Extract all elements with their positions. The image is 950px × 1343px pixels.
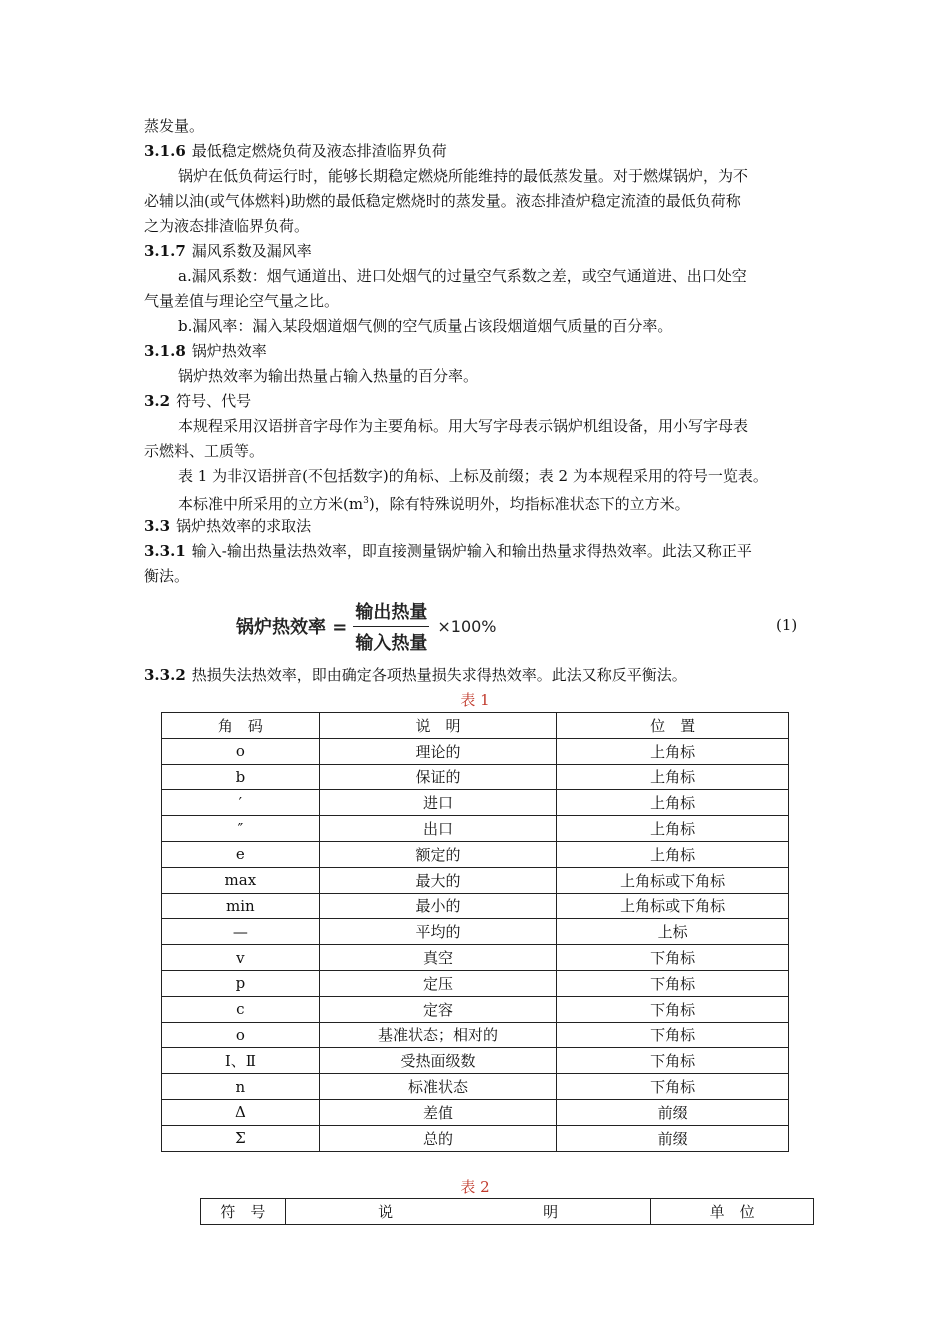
text-run: 本标准中所采用的立方米(m	[178, 495, 364, 513]
data-cell: p	[162, 970, 320, 996]
section-title: 符号、代号	[176, 392, 252, 410]
data-cell: 最小的	[319, 893, 557, 919]
section-number: 3.1.7	[144, 242, 186, 260]
data-cell: Δ	[162, 1099, 320, 1125]
table1-caption: 表 1	[460, 691, 490, 709]
text-run: )，除有特殊说明外，均指标准状态下的立方米。	[368, 495, 690, 513]
table-row	[162, 1022, 789, 1048]
table-row	[162, 970, 789, 996]
formula-denominator: 输入热量	[355, 632, 428, 654]
table2-caption: 表 2	[460, 1178, 490, 1196]
paragraph-line: 必辅以油(或气体燃料)助燃的最低稳定燃烧时的蒸发量。液态排渣炉稳定流渣的最低负荷称	[144, 192, 741, 210]
section-heading-3-3-2	[144, 665, 812, 685]
data-cell: 基准状态；相对的	[319, 1022, 557, 1048]
data-cell: 下角标	[557, 970, 789, 996]
data-cell: 进口	[319, 790, 557, 816]
table-row	[162, 764, 789, 790]
header-cell: 说 明	[319, 713, 557, 739]
data-cell: 额定的	[319, 841, 557, 867]
data-cell: 前缀	[557, 1125, 789, 1151]
section-title: 锅炉热效率的求取法	[176, 517, 312, 535]
paragraph-line: 蒸发量。	[144, 117, 205, 135]
table-row	[162, 1048, 789, 1074]
table-row	[162, 919, 789, 945]
table-row	[162, 1074, 789, 1100]
equation-number: (1)	[776, 616, 798, 634]
data-cell: 上标	[557, 919, 789, 945]
section-title: 锅炉热效率	[191, 342, 267, 360]
section-number: 3.1.8	[144, 342, 186, 360]
header-cell: 说 明	[285, 1199, 650, 1225]
header-cell: 单 位	[651, 1199, 814, 1225]
paragraph-line: 示燃料、工质等。	[144, 442, 265, 460]
data-cell: c	[162, 996, 320, 1022]
table-row	[162, 867, 789, 893]
data-cell: max	[162, 867, 320, 893]
data-cell: 总的	[319, 1125, 557, 1151]
paragraph-line: 锅炉热效率为输出热量占输入热量的百分率。	[178, 367, 479, 385]
section-heading-3-3-1	[144, 541, 812, 561]
table-row	[162, 816, 789, 842]
paragraph-line: 表 1 为非汉语拼音(不包括数字)的角标、上标及前缀；表 2 为本规程采用的符号一览表。	[178, 467, 768, 485]
data-cell: 上角标	[557, 790, 789, 816]
section-number: 3.3.2	[144, 666, 186, 684]
data-cell: 出口	[319, 816, 557, 842]
formula-lhs: 锅炉热效率 =	[236, 617, 348, 638]
formula-fraction	[353, 598, 429, 655]
data-cell: 理论的	[319, 738, 557, 764]
paragraph-line: 之为液态排渣临界负荷。	[144, 217, 310, 235]
table-row	[162, 790, 789, 816]
data-cell: 最大的	[319, 867, 557, 893]
section-text: 输入-输出热量法热效率，即直接测量锅炉输入和输出热量求得热效率。此法又称正平	[191, 542, 752, 560]
data-cell: 受热面级数	[319, 1048, 557, 1074]
paragraph-line: a.漏风系数：烟气通道出、进口处烟气的过量空气系数之差，或空气通道进、出口处空	[178, 267, 747, 285]
table-row	[162, 945, 789, 971]
data-cell: 下角标	[557, 1074, 789, 1100]
data-cell: 标准状态	[319, 1074, 557, 1100]
data-cell: min	[162, 893, 320, 919]
table-header-row	[201, 1199, 814, 1225]
section-number: 3.2	[144, 392, 171, 410]
section-heading-3-1-7	[144, 241, 812, 261]
data-cell: 平均的	[319, 919, 557, 945]
header-cell: 角 码	[162, 713, 320, 739]
data-cell: 上角标	[557, 841, 789, 867]
section-heading-3-3	[144, 516, 812, 536]
header-cell: 位 置	[557, 713, 789, 739]
data-cell: 下角标	[557, 945, 789, 971]
table-row	[162, 1125, 789, 1151]
table1	[161, 712, 789, 1152]
superscript: 3	[363, 496, 369, 506]
data-cell: 下角标	[557, 1022, 789, 1048]
data-cell: ″	[162, 816, 320, 842]
data-cell: 保证的	[319, 764, 557, 790]
data-cell: e	[162, 841, 320, 867]
paragraph-line	[178, 491, 812, 514]
table-row	[162, 841, 789, 867]
data-cell: o	[162, 1022, 320, 1048]
data-cell: ′	[162, 790, 320, 816]
data-cell: 上角标或下角标	[557, 893, 789, 919]
data-cell: 定压	[319, 970, 557, 996]
section-title: 漏风系数及漏风率	[191, 242, 312, 260]
section-number: 3.1.6	[144, 142, 186, 160]
data-cell: v	[162, 945, 320, 971]
paragraph-line: 本规程采用汉语拼音字母作为主要角标。用大写字母表示锅炉机组设备，用小写字母表	[178, 417, 749, 435]
data-cell: 上角标	[557, 764, 789, 790]
data-cell: 差值	[319, 1099, 557, 1125]
data-cell: 真空	[319, 945, 557, 971]
paragraph-line: 锅炉在低负荷运行时，能够长期稳定燃烧所能维持的最低蒸发量。对于燃煤锅炉，为不	[178, 167, 749, 185]
data-cell: n	[162, 1074, 320, 1100]
table2	[200, 1198, 814, 1225]
data-cell: 定容	[319, 996, 557, 1022]
data-cell: Σ	[162, 1125, 320, 1151]
formula-numerator: 输出热量	[353, 598, 429, 627]
table-row	[162, 738, 789, 764]
section-text: 热损失法热效率，即由确定各项热量损失求得热效率。此法又称反平衡法。	[191, 666, 687, 684]
data-cell: 上角标	[557, 816, 789, 842]
paragraph-line: b.漏风率：漏入某段烟道烟气侧的空气质量占该段烟道烟气质量的百分率。	[178, 317, 673, 335]
section-heading-3-2	[144, 391, 812, 411]
data-cell: 前缀	[557, 1099, 789, 1125]
table-row	[162, 996, 789, 1022]
data-cell: o	[162, 738, 320, 764]
header-cell: 符 号	[201, 1199, 286, 1225]
section-number: 3.3	[144, 517, 171, 535]
section-title: 最低稳定燃烧负荷及液态排渣临界负荷	[191, 142, 447, 160]
section-heading-3-1-6	[144, 141, 812, 161]
efficiency-formula	[236, 600, 497, 652]
table-row	[162, 1099, 789, 1125]
data-cell: 上角标或下角标	[557, 867, 789, 893]
paragraph-line: 衡法。	[144, 567, 190, 585]
table-header-row	[162, 713, 789, 739]
table-row	[162, 893, 789, 919]
data-cell: 下角标	[557, 1048, 789, 1074]
paragraph-line: 气量差值与理论空气量之比。	[144, 292, 340, 310]
data-cell: b	[162, 764, 320, 790]
section-number: 3.3.1	[144, 542, 186, 560]
data-cell: Ⅰ、Ⅱ	[162, 1048, 320, 1074]
data-cell: 下角标	[557, 996, 789, 1022]
section-heading-3-1-8	[144, 341, 812, 361]
formula-factor: ×100%	[437, 616, 497, 636]
data-cell: —	[162, 919, 320, 945]
data-cell: 上角标	[557, 738, 789, 764]
